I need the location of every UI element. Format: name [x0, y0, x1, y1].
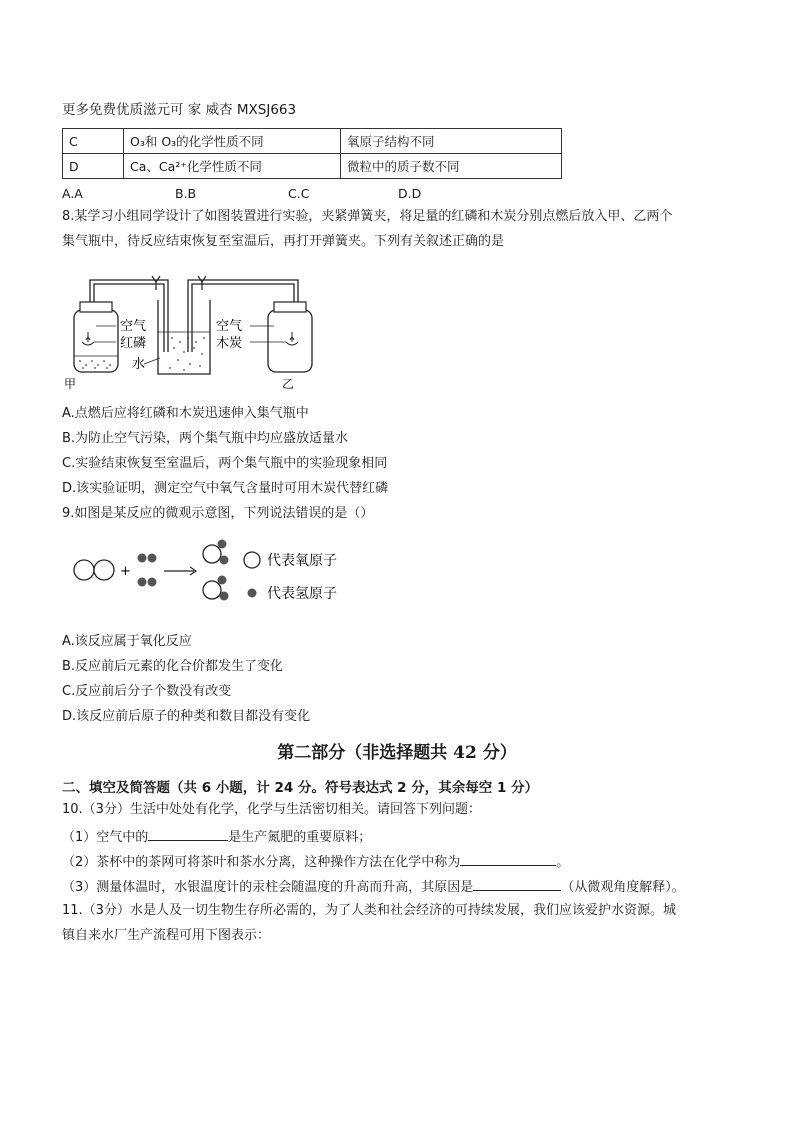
apparatus-figure [60, 262, 320, 396]
q9-stem: 9.如图是某反应的微观示意图，下列说法错误的是（） [62, 506, 374, 521]
reaction-arrow [164, 567, 196, 575]
q8-stem-line1: 8.某学习小组同学设计了如图装置进行实验，夹紧弹簧夹，将足量的红磷和木炭分别点燃后放入甲、乙两个 [62, 209, 673, 224]
legend-oxygen-text: 代表氧原子 [267, 553, 337, 569]
q8-option-b: B.为防止空气污染，两个集气瓶中均应盛放适量水 [62, 431, 349, 446]
choice-c: C.C [288, 186, 310, 201]
q10-sub2-pre: （2）茶杯中的茶网可将茶叶和茶水分离，这种操作方法在化学中称为 [62, 855, 461, 870]
answer-blank-1[interactable] [148, 826, 228, 841]
choice-a: A.A [62, 186, 83, 201]
choice-d: D.D [398, 186, 422, 201]
q8-option-d: D.该实验证明，测定空气中氧气含量时可用木炭代替红磷 [62, 481, 389, 496]
label-charcoal: 木炭 [216, 336, 243, 351]
part2-title: 第二部分（非选择题共 42 分） [277, 743, 517, 763]
q9-option-d: D.该反应前后原子的种类和数目都没有变化 [62, 709, 311, 724]
row-reason: 微粒中的质子数不同 [341, 154, 562, 179]
row-letter: D [63, 154, 124, 179]
q11-line2: 镇自来水厂生产流程可用下图表示： [62, 928, 271, 943]
plus-sign: + [120, 564, 131, 579]
row-fact: Ca、Ca²⁺化学性质不同 [124, 154, 341, 179]
q8-option-c: C.实验结束恢复至室温后，两个集气瓶中的实验现象相同 [62, 456, 388, 471]
legend-hydrogen-symbol [248, 589, 257, 598]
q10-sub3-pre: （3）测量体温时，水银温度计的汞柱会随温度的升高而升高，其原因是 [62, 880, 474, 895]
legend-oxygen-symbol [244, 552, 260, 568]
beaker [158, 300, 210, 374]
legend-hydrogen-text: 代表氢原子 [267, 586, 337, 602]
q11-line1: 11.（3分）水是人及一切生物生存所必需的，为了人类和社会经济的可持续发展，我们应该爱护水资源。城 [62, 903, 676, 918]
q9-option-b: B.反应前后元素的化合价都发生了变化 [62, 659, 284, 674]
q10-sub3 [62, 876, 685, 897]
answer-blank-2[interactable] [460, 851, 556, 866]
section2-heading: 二、填空及简答题（共 6 小题，计 24 分。符号表达式 2 分，其余每空 1 分） [62, 780, 539, 796]
row-fact: O₃和 O₃的化学性质不同 [124, 129, 341, 154]
table-row [63, 129, 562, 154]
hydrogen-molecules [138, 554, 157, 587]
label-air-left: 空气 [120, 319, 147, 334]
bottle-jia [74, 302, 118, 372]
options-table [62, 128, 562, 179]
q10-sub2 [62, 851, 569, 872]
choice-b: B.B [175, 186, 197, 201]
q10-sub1-post: 是生产氮肥的重要原料； [228, 830, 372, 845]
table-row [63, 154, 562, 179]
label-yi: 乙 [282, 377, 295, 391]
q9-option-a: A.该反应属于氧化反应 [62, 634, 192, 649]
q10-stem: 10.（3分）生活中处处有化学，化学与生活密切相关。请回答下列问题： [62, 802, 481, 817]
bottle-yi [268, 302, 312, 372]
label-red-phosphorus: 红磷 [120, 336, 147, 351]
q10-sub1 [62, 826, 371, 847]
row-reason: 氧原子结构不同 [341, 129, 562, 154]
row-letter: C [63, 129, 124, 154]
q10-sub2-post: 。 [556, 855, 570, 870]
q10-sub1-pre: （1）空气中的 [62, 830, 149, 845]
header-note: 更多免费优质滋元可 家 威杏 MXSJ663 [62, 102, 297, 118]
label-jia: 甲 [64, 377, 77, 391]
label-water: 水 [132, 357, 146, 372]
oxygen-molecule [74, 560, 114, 580]
label-air-right: 空气 [216, 319, 243, 334]
q8-stem-line2: 集气瓶中，待反应结束恢复至室温后，再打开弹簧夹。下列有关叙述正确的是 [62, 234, 505, 249]
q8-option-a: A.点燃后应将红磷和木炭迅速伸入集气瓶中 [62, 406, 309, 421]
reaction-diagram [62, 536, 382, 610]
q9-option-c: C.反应前后分子个数没有改变 [62, 684, 232, 699]
q10-sub3-post: （从微观角度解释）。 [561, 880, 685, 895]
water-molecules [203, 540, 229, 601]
answer-blank-3[interactable] [473, 876, 561, 891]
